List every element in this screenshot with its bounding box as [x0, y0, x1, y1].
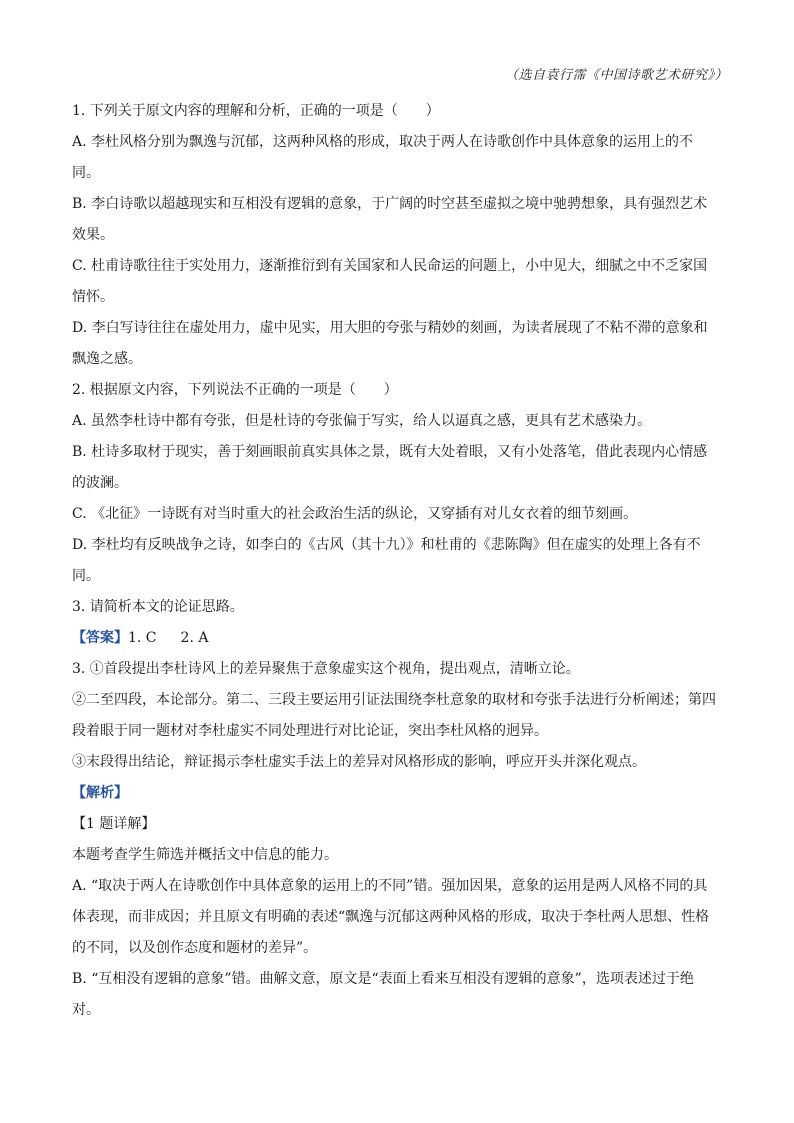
q2-option-d-line1: D. 李杜均有反映战争之诗，如李白的《古风（其十九）》和杜甫的《悲陈陶》但在虚实的处理上各有不	[72, 537, 701, 553]
answer-3-line1: 3. ①首段提出李杜诗风上的差异聚焦于意象虚实这个视角，提出观点，清晰立论。	[72, 661, 580, 677]
q2-option-a-line1: A. 虽然李杜诗中都有夸张，但是杜诗的夸张偏于写实，给人以逼真之感，更具有艺术感染力。	[72, 413, 652, 429]
analysis-intro: 本题考查学生筛选并概括文中信息的能力。	[72, 847, 338, 863]
answer-2: 2. A	[180, 630, 209, 646]
answer-3-line4: ③末段得出结论，辩证揭示李杜虚实手法上的差异对风格形成的影响，呼应开头并深化观点。	[72, 754, 646, 770]
q3-stem: 3. 请简析本文的论证思路。	[72, 599, 244, 615]
q1-option-d-line2: 飘逸之感。	[72, 351, 142, 367]
analysis-b-line1: B. “互相没有逻辑的意象”错。曲解文意，原文是“表面上看来互相没有逻辑的意象”，选项表述过于绝	[72, 971, 694, 987]
q1-option-b-line1: B. 李白诗歌以超越现实和互相没有逻辑的意象，于广阔的时空甚至虚拟之境中驰骋想象，具有强烈艺术	[72, 196, 708, 212]
analysis-a-line1: A. “取决于两人在诗歌创作中具体意象的运用上的不同”错。强加因果，意象的运用是两人风格不同的具	[72, 878, 708, 894]
source-citation: （选自袁行霈《中国诗歌艺术研究》）	[504, 68, 728, 83]
answer-row	[72, 623, 724, 654]
analysis-label: 【解析】	[72, 785, 128, 801]
q2-option-d-line2: 同。	[72, 568, 100, 584]
analysis-sub-label: 【1 题详解】	[72, 816, 156, 832]
q2-option-b-line2: 的波澜。	[72, 475, 128, 491]
q2-option-b-line1: B. 杜诗多取材于现实，善于刻画眼前真实具体之景，既有大处着眼，又有小处落笔，借此表现内心情感	[72, 444, 708, 460]
q2-option-c-line1: C. 《北征》一诗既有对当时重大的社会政治生活的纵论，又穿插有对儿女衣着的细节刻画。	[72, 506, 638, 522]
q1-option-a-line2: 同。	[72, 165, 100, 181]
q1-option-a-line1: A. 李杜风格分别为飘逸与沉郁，这两种风格的形成，取决于两人在诗歌创作中具体意象的运用上的不	[72, 134, 694, 150]
analysis-b-line2: 对。	[72, 1002, 100, 1018]
q1-option-c-line1: C. 杜甫诗歌往往于实处用力，逐渐推衍到有关国家和人民命运的问题上，小中见大，细腻之中不乏家国	[72, 258, 708, 274]
analysis-a-line3: 的不同，以及创作态度和题材的差异”。	[72, 940, 318, 956]
q1-option-c-line2: 情怀。	[72, 289, 114, 305]
answer-3-line3: 段着眼于同一题材对李杜虚实不同处理进行对比论证，突出李杜风格的迥异。	[72, 723, 548, 739]
q2-stem: 2. 根据原文内容，下列说法不正确的一项是（ ）	[72, 382, 398, 398]
answer-label: 【答案】	[72, 630, 128, 646]
document-body	[72, 96, 724, 1026]
q1-option-b-line2: 效果。	[72, 227, 114, 243]
analysis-a-line2: 体表现，而非成因；并且原文有明确的表述“飘逸与沉郁这两种风格的形成，取决于李杜两人思想、性格	[72, 909, 710, 925]
answer-3-line2: ②二至四段，本论部分。第二、三段主要运用引证法围绕李杜意象的取材和夸张手法进行分析阐述；第四	[72, 692, 716, 708]
q1-stem: 1. 下列关于原文内容的理解和分析，正确的一项是（ ）	[72, 103, 440, 119]
q1-option-d-line1: D. 李白写诗往往在虚处用力，虚中见实，用大胆的夸张与精妙的刻画，为读者展现了不粘不滞的意象和	[72, 320, 708, 336]
answer-1: 1. C	[128, 630, 157, 646]
